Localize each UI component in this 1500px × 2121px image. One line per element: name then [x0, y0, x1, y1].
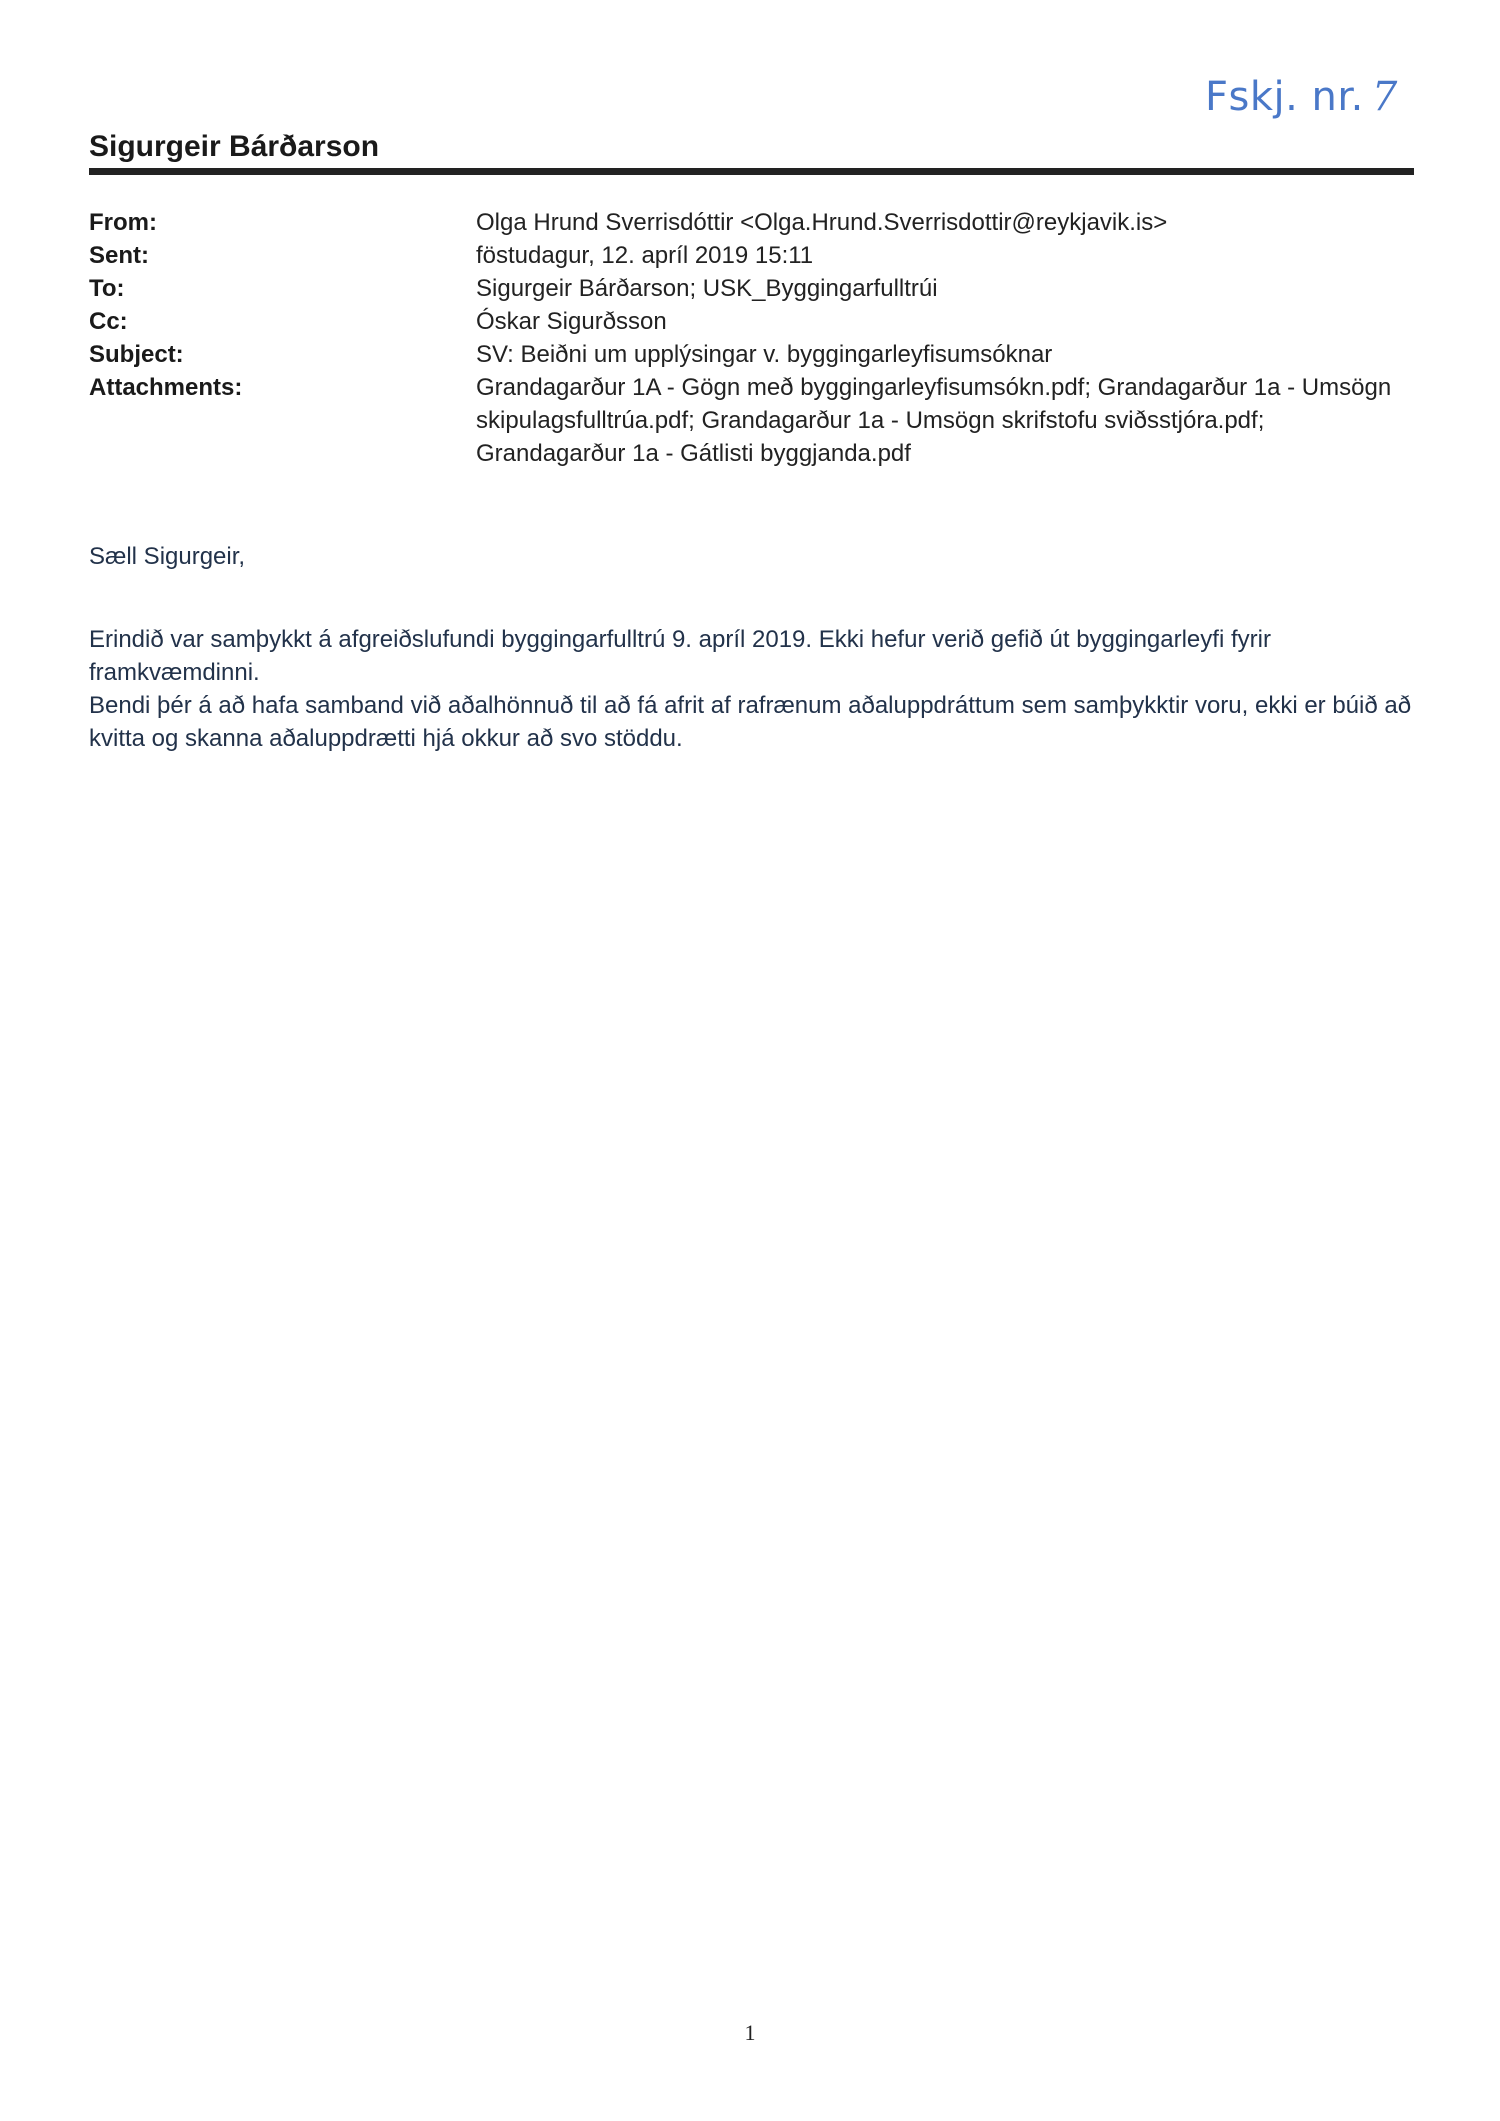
- header-divider: [89, 168, 1414, 175]
- header-label: Attachments:: [89, 374, 243, 401]
- email-headers: [89, 206, 1419, 470]
- printed-by-name: Sigurgeir Bárðarson: [89, 130, 380, 163]
- email-paragraph: Erindið var samþykkt á afgreiðslufundi byggingarfulltrú 9. apríl 2019. Ekki hefur verið gefið út byggingarleyfi fyrir framkvæmdinni.: [89, 626, 1271, 686]
- header-label: To:: [89, 275, 125, 302]
- email-greeting: Sæll Sigurgeir,: [89, 543, 246, 570]
- header-value-cc: Óskar Sigurðsson: [476, 308, 667, 335]
- header-row-cc: [89, 305, 1419, 338]
- header-value-to: Sigurgeir Bárðarson; USK_Byggingarfulltrúi: [476, 275, 938, 302]
- header-label: Cc:: [89, 308, 128, 335]
- header-value-sent: föstudagur, 12. apríl 2019 15:11: [476, 242, 814, 269]
- exhibit-stamp-label: Fskj. nr.: [1205, 74, 1364, 120]
- header-row-subject: [89, 338, 1419, 371]
- email-paragraph: Bendi þér á að hafa samband við aðalhönnuð til að fá afrit af rafrænum aðaluppdráttum sem samþykktir voru, ekki er búið að kvitta og skanna aðaluppdrætti hjá okkur að svo stöddu.: [89, 692, 1412, 752]
- exhibit-stamp-number: 7: [1371, 74, 1398, 120]
- header-row-attachments: [89, 371, 1419, 470]
- header-label: Sent:: [89, 242, 149, 269]
- email-body: [89, 540, 1419, 755]
- header-value-subject: SV: Beiðni um upplýsingar v. byggingarleyfisumsóknar: [476, 341, 1053, 368]
- header-value-from: Olga Hrund Sverrisdóttir <Olga.Hrund.Sverrisdottir@reykjavik.is>: [476, 209, 1168, 236]
- header-row-from: [89, 206, 1419, 239]
- header-label: Subject:: [89, 341, 184, 368]
- page-number: 1: [744, 2020, 756, 2045]
- header-row-sent: [89, 239, 1419, 272]
- header-label: From:: [89, 209, 157, 236]
- header-row-to: [89, 272, 1419, 305]
- exhibit-stamp: [1205, 74, 1398, 120]
- header-value-attachments: Grandagarður 1A - Gögn með byggingarleyfisumsókn.pdf; Grandagarður 1a - Umsögn skipulagsfulltrúa.pdf; Grandagarður 1a - Umsögn skrifstofu sviðsstjóra.pdf; Grandagarður 1a - Gátlisti byggjanda.pdf: [476, 374, 1392, 467]
